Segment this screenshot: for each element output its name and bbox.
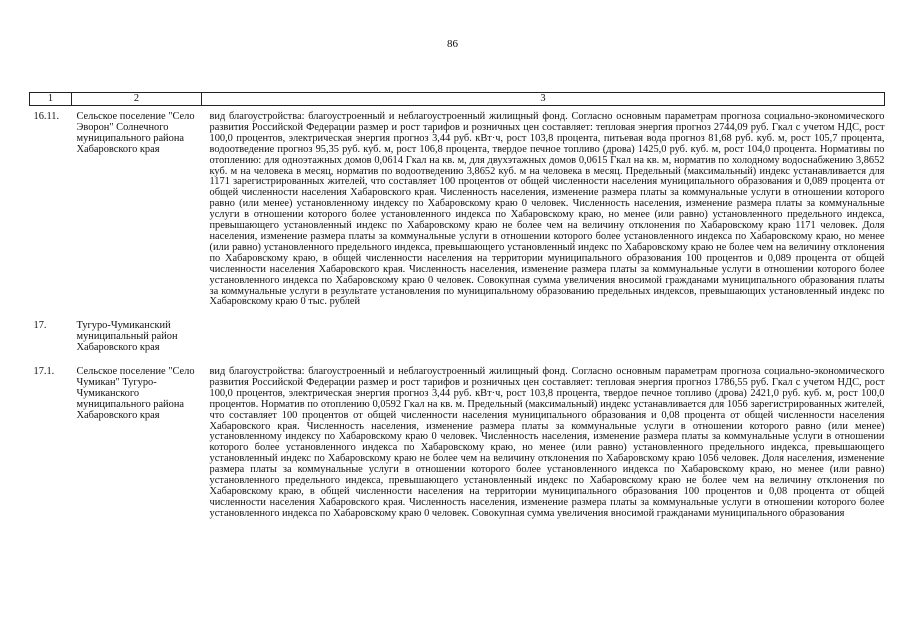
data-table xyxy=(29,92,885,520)
column-header-1: 1 xyxy=(30,93,72,106)
municipality-name: Сельское поселение "Село Чумикан" Тугуро-Чумиканского муниципального района Хабаровского края xyxy=(76,366,195,421)
row-description xyxy=(202,321,885,354)
municipality-name: Тугуро-Чумиканский муниципальный район Хабаровского края xyxy=(76,320,178,354)
municipality-name: Сельское поселение "Село Эворон" Солнечного муниципального района Хабаровского края xyxy=(76,111,195,155)
row-number: 17.1. xyxy=(33,366,55,378)
row-description: вид благоустройства: благоустроенный и неблагоустроенный жилищный фонд. Согласно основным параметрам прогноза социально-экономического развития Российской Федерации размер и рост тарифов и розничных цен составляет: тепловая энергия прогноз 1786,55 руб. Гкал с учетом НДС, рост 100,0 процентов, электрическая энергия прогноз 3,44 руб. кВт·ч, рост 103,8 процента, твердое печное топливо (дрова) 2421,0 руб. куб. м, рост 100,0 процентов. Норматив по отоплению 0,0592 Гкал на кв. м. Предельный (максимальный) индекс устанавливается для 1056 зарегистрированных жителей, что составляет 100 процентов от общей численности населения муниципального образования и 0,08 процента от общей численности населения Хабаровского края. Численность населения, изменение размера платы за коммунальные услуги в отношении которого равно (или менее) установленному индексу по Хабаровскому краю 0 человек. Численность населения, изменение размера платы за коммунальные услуги в отношении которого более установленного индекса по Хабаровскому краю, но менее (или равно) установленного предельного индекса, превышающего установленный индекс по Хабаровскому краю не более чем на величину отклонения по Хабаровскому краю 1056 человек. Доля населения, изменение размера платы за коммунальные услуги в отношении которого более установленного индекса по Хабаровскому краю, но менее (или равно) установленного предельного индекса, превышающего установленный индекс по Хабаровскому краю не более чем на величину отклонения по Хабаровскому краю, в общей численности населения на территории муниципального образования 100 процентов и 0,08 процента от общей численности населения Хабаровского края. Численность населения, изменение размера платы за коммунальные услуги в отношении которого более установленного индекса по Хабаровскому краю 0 человек. Совокупная сумма увеличения вносимой гражданами муниципального образования xyxy=(209,366,885,519)
table-row xyxy=(30,367,885,520)
table-row xyxy=(30,112,885,308)
table-row xyxy=(30,321,885,354)
column-header-2: 2 xyxy=(72,93,202,106)
page-number: 86 xyxy=(447,38,458,50)
row-description: вид благоустройства: благоустроенный и неблагоустроенный жилищный фонд. Согласно основным параметрам прогноза социально-экономического развития Российской Федерации размер и рост тарифов и розничных цен составляет: тепловая энергия прогноз 2744,09 руб. Гкал с учетом НДС, рост 100,0 процентов, электрическая энергия прогноз 3,44 руб. кВт·ч, рост 103,8 процента, питьевая вода прогноз 81,68 руб. куб. м, рост 105,7 процента, водоотведение прогноз 95,35 руб. куб. м, рост 106,8 процента, твердое печное топливо (дрова) 1425,0 руб. куб. м, рост 104,0 процента. Нормативы по отоплению: для одноэтажных домов 0,0614 Гкал на кв. м, для двухэтажных домов 0,0615 Гкал на кв. м, норматив по холодному водоснабжению 3,8652 куб. м на человека в месяц, норматив по водоотведению 3,8652 куб. м на человека в месяц. Предельный (максимальный) индекс устанавливается для 1171 зарегистрированных жителей, что составляет 100 процентов от общей численности населения муниципального образования и 0,089 процента от общей численности населения Хабаровского края. Численность населения, изменение размера платы за коммунальные услуги в отношении которого равно (или менее) установленному индексу по Хабаровскому краю 0 человек. Численность населения, изменение размера платы за коммунальные услуги в отношении которого более установленного индекса по Хабаровскому краю, но менее (или равно) установленного предельного индекса, превышающего установленный индекс по Хабаровскому краю не более чем на величину отклонения по Хабаровскому краю 1171 человек. Доля населения, изменение размера платы за коммунальные услуги в отношении которого более установленного индекса по Хабаровскому краю, но менее (или равно) установленного предельного индекса, превышающего установленный индекс по Хабаровскому краю не более чем на величину отклонения по Хабаровскому краю, в общей численности населения на территории муниципального образования 100 процентов и 0,089 процента от общей численности населения Хабаровского края. Численность населения, изменение размера платы за коммунальные услуги в отношении которого более установленного индекса по Хабаровскому краю 0 человек. Совокупная сумма увеличения вносимой гражданами муниципального образования платы за коммунальные услуги в результате установления по муниципальному образованию предельных индексов, превышающих установленный индекс по Хабаровскому краю 0 тыс. рублей xyxy=(209,111,885,308)
row-number: 17. xyxy=(33,320,47,332)
column-header-3: 3 xyxy=(202,93,885,106)
table-header-row xyxy=(30,93,885,106)
row-number: 16.11. xyxy=(33,111,60,122)
